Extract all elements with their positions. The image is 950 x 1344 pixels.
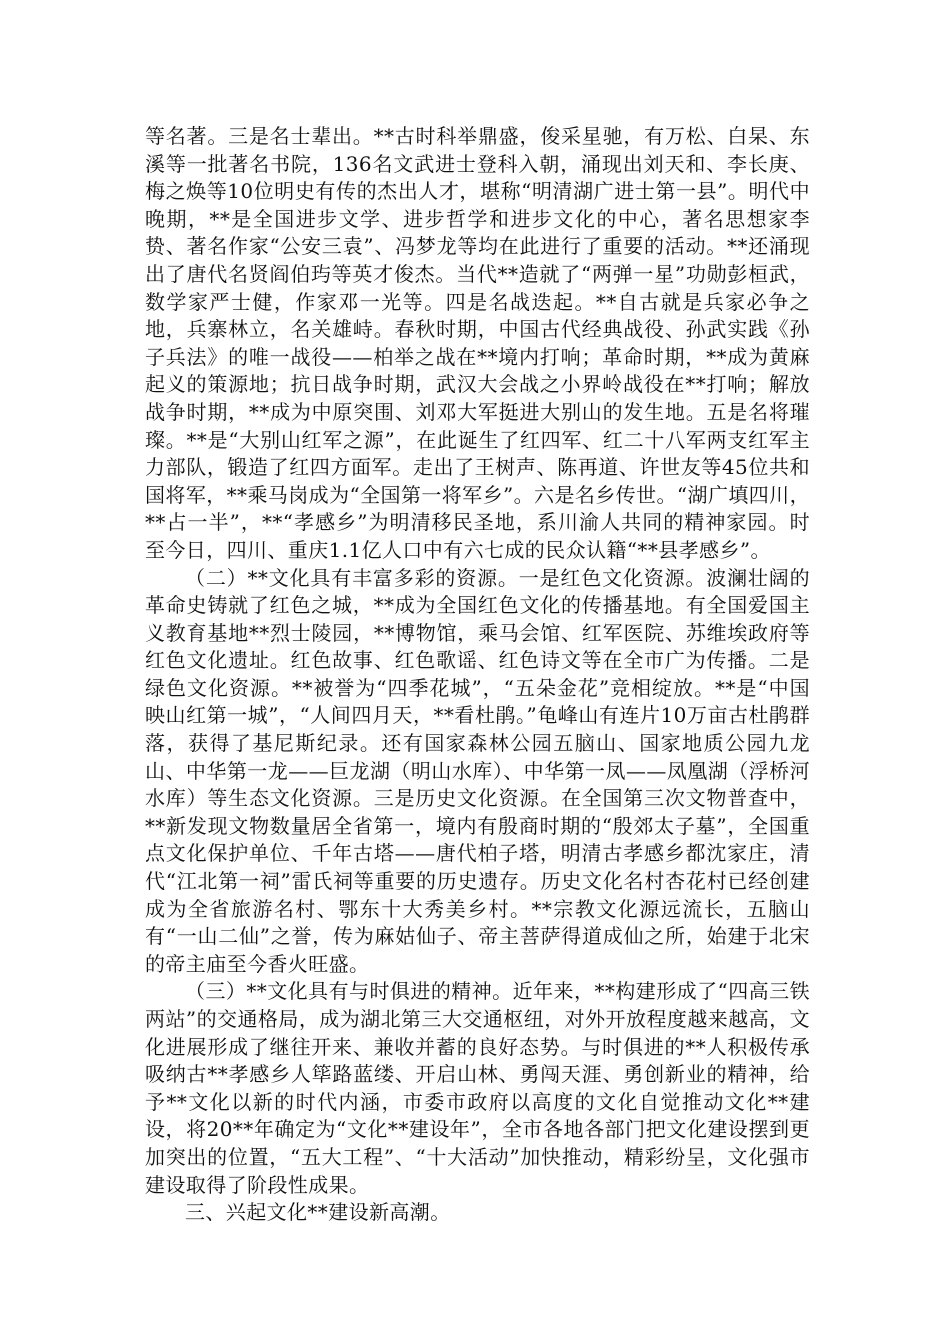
paragraph-section-two: （二）**文化具有丰富多彩的资源。一是红色文化资源。波澜壮阔的革命史铸就了红色之城，**成为全国红色文化的传播基地。有全国爱国主义教育基地**烈士陵园，**博物馆，乘马会馆、红军医院、苏维埃政府等红色文化遗址。红色故事、红色歌谣、红色诗文等在全市广为传播。二是绿色文化资源。**被誉为“四季花城”，“五朵金花”竞相绽放。**是“中国映山红第一城”，“人间四月天，**看杜鹃。”龟峰山有连片10万亩古杜鹃群落，获得了基尼斯纪录。还有国家森林公园五脑山、国家地质公园九龙山、中华第一龙——巨龙湖（明山水库）、中华第一凤——凤凰湖（浮桥河水库）等生态文化资源。三是历史文化资源。在全国第三次文物普查中，**新发现文物数量居全省第一，境内有殷商时期的“殷郊太子墓”，全国重点文化保护单位、千年古塔——唐代柏子塔，明清古孝感乡都沈家庄，清代“江北第一祠”雷氏祠等重要的历史遗存。历史文化名村杏花村已经创建成为全省旅游名村、鄂东十大秀美乡村。**宗教文化源远流长，五脑山有“一山二仙”之誉，传为麻姑仙子、帝主菩萨得道成仙之所，始建于北宋的帝主庙至今香火旺盛。 <box>145 565 810 976</box>
section-heading: 三、兴起文化**建设新高潮。 <box>185 1200 451 1225</box>
document-body <box>145 123 810 1227</box>
paragraph-section-three: （三）**文化具有与时俱进的精神。近年来，**构建形成了“四高三铁两站”的交通格局，成为湖北第三大交通枢纽，对外开放程度越来越高，文化进展形成了继往开来、兼收并蓄的良好态势。与时俱进的**人积极传承吸纳古**孝感乡人筚路蓝缕、开启山林、勇闯天涯、勇创新业的精神，给予**文化以新的时代内涵，市委市政府以高度的文化自觉推动文化**建设，将20**年确定为“文化**建设年”，全市各地各部门把文化建设摆到更加突出的位置，“五大工程”、“十大活动”加快推动，精彩纷呈，文化强市建设取得了阶段性成果。 <box>145 979 810 1197</box>
paragraph-continuation: 等名著。三是名士辈出。**古时科举鼎盛，俊采星驰，有万松、白杲、东溪等一批著名书院，136名文武进士登科入朝，涌现出刘天和、李长庚、梅之焕等10位明史有传的杰出人才，堪称“明清湖广进士第一县”。明代中晚期，**是全国进步文学、进步哲学和进步文化的中心，著名思想家李贽、著名作家“公安三袁”、冯梦龙等均在此进行了重要的活动。**还涌现出了唐代名贤阎伯玙等英才俊杰。当代**造就了“两弹一星”功勋彭桓武，数学家严士健，作家邓一光等。四是名战迭起。**自古就是兵家必争之地，兵寨林立，名关雄峙。春秋时期，中国古代经典战役、孙武实践《孙子兵法》的唯一战役——柏举之战在**境内打响；革命时期，**成为黄麻起义的策源地；抗日战争时期，武汉大会战之小界岭战役在**打响；解放战争时期，**成为中原突围、刘邓大军挺进大别山的发生地。五是名将璀璨。**是“大别山红军之源”，在此诞生了红四军、红二十八军两支红军主力部队，锻造了红四方面军。走出了王树声、陈再道、许世友等45位共和国将军，**乘马岗成为“全国第一将军乡”。六是名乡传世。“湖广填四川，**占一半”，**“孝感乡”为明清移民圣地，系川渝人共同的精神家园。时至今日，四川、重庆1.1亿人口中有六七成的民众认籍“**县孝感乡”。 <box>145 124 810 562</box>
